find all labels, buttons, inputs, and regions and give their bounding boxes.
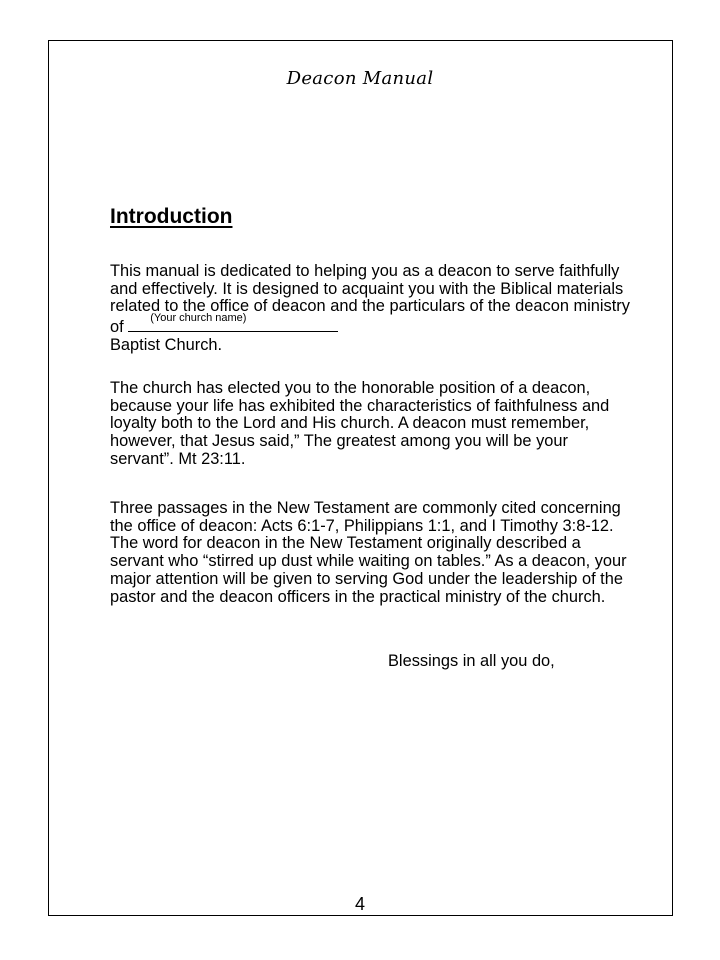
church-name-blank bbox=[128, 312, 338, 332]
church-name-placeholder: (Your church name) bbox=[150, 312, 247, 325]
intro-paragraph-2: The church has elected you to the honorable position of a deacon, because your life has exhibited the characteristics of faithfulness and loyalty both to the Lord and His church. A deacon must remember, however, that Jesus said,” The greatest among you will be your servant”. Mt 23:11. bbox=[110, 379, 610, 468]
closing-line: Blessings in all you do, bbox=[388, 652, 555, 670]
intro-paragraph-1 bbox=[110, 263, 630, 355]
paragraph-1-text: This manual is dedicated to helping you as a deacon to serve faithfully and effectively. It is designed to acquaint you with the Biblical materials related to the office of deacon and the particulars of the deacon ministry of bbox=[110, 262, 630, 337]
page-header-title: Deacon Manual bbox=[286, 68, 434, 89]
intro-paragraph-3: Three passages in the New Testament are commonly cited concerning the office of deacon: Acts 6:1-7, Philippians 1:1, and I Timothy 3:8-12. The word for deacon in the New Testament originally described a servant who “stirred up dust while waiting on tables.” As a deacon, your major attention will be given to serving God under the leadership of the pastor and the deacon officers in the practical ministry of the church. bbox=[110, 499, 627, 606]
page-border bbox=[48, 40, 673, 916]
paragraph-1-tail: Baptist Church. bbox=[110, 335, 223, 354]
page-number: 4 bbox=[354, 894, 365, 914]
section-heading: Introduction bbox=[110, 205, 233, 228]
